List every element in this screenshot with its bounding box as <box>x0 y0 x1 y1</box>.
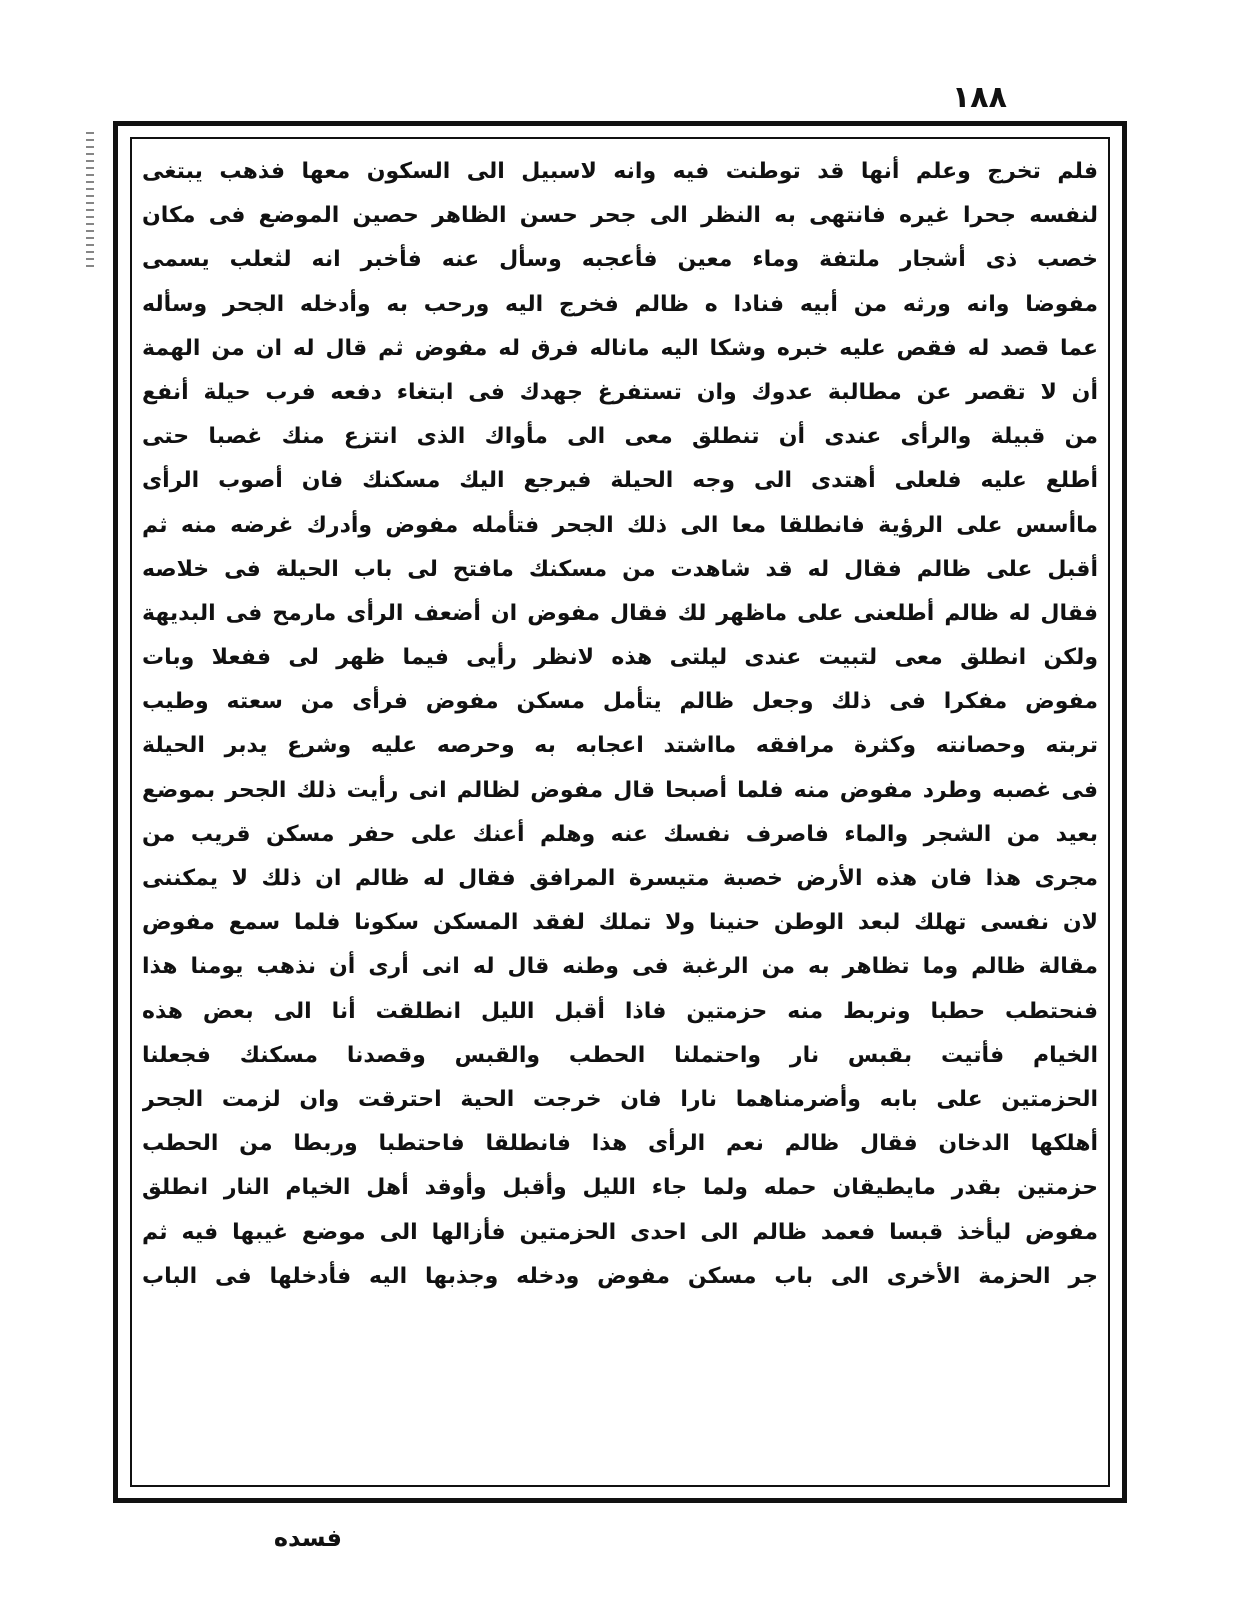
text-line: مفوضا وانه ورثه من أبيه فنادا ه ظالم فخرج اليه ورحب به وأدخله الجحر وسأله <box>142 291 1098 317</box>
main-text-body <box>142 150 1098 1475</box>
text-line: ولكن انطلق معى لتبيت عندى ليلتى هذه لانظر رأيى فيما ظهر لى ففعلا وبات <box>142 645 1098 671</box>
text-line: جر الحزمة الأخرى الى باب مسكن مفوض ودخله وجذبها اليه فأدخلها فى الباب <box>142 1263 1098 1289</box>
text-line: لنفسه جحرا غيره فانتهى به النظر الى جحر حسن الظاهر حصين الموضع فى مكان <box>142 203 1098 229</box>
text-line: بعيد من الشجر والماء فاصرف نفسك عنه وهلم أعنك على حفر مسكن قريب من <box>142 821 1098 847</box>
text-line: أطلع عليه فلعلى أهتدى الى وجه الحيلة فيرجع اليك مسكنك فان أصوب الرأى <box>142 468 1098 494</box>
text-line: خصب ذى أشجار ملتفة وماء معين فأعجبه وسأل عنه فأخبر انه لثعلب يسمى <box>142 247 1098 273</box>
text-line: أهلكها الدخان فقال ظالم نعم الرأى هذا فانطلقا فاحتطبا وربطا من الحطب <box>142 1131 1098 1157</box>
text-line: تربته وحصانته وكثرة مرافقه مااشتد اعجابه به وحرصه عليه وشرع يدبر الحيلة <box>142 733 1098 759</box>
text-line: مفوض ليأخذ قبسا فعمد ظالم الى احدى الحزمتين فأزالها الى موضع غيبها فيه ثم <box>142 1219 1098 1245</box>
text-line: مقالة ظالم وما تظاهر به من الرغبة فى وطنه قال له انى أرى أن نذهب يومنا هذا <box>142 954 1098 980</box>
text-line: من قبيلة والرأى عندى أن تنطلق معى الى مأواك الذى انتزع منك غصبا حتى <box>142 424 1098 450</box>
text-line: فقال له ظالم أطلعنى على ماظهر لك فقال مفوض ان أضعف الرأى مارمح فى البديهة <box>142 600 1098 626</box>
text-line: أقبل على ظالم فقال له قد شاهدت من مسكنك مافتح لى باب الحيلة فى خلاصه <box>142 556 1098 582</box>
text-line: ماأسس على الرؤية فانطلقا معا الى ذلك الجحر فتأمله مفوض وأدرك غرضه منه ثم <box>142 512 1098 538</box>
text-line: الخيام فأتيت بقبس نار واحتملنا الحطب والقبس وقصدنا مسكنك فجعلنا <box>142 1042 1098 1068</box>
text-line: مجرى هذا فان هذه الأرض خصبة متيسرة المرافق فقال له ظالم ان ذلك لا يمكننى <box>142 866 1098 891</box>
text-line: لان نفسى تهلك لبعد الوطن حنينا ولا تملك لفقد المسكن سكونا فلما سمع مفوض <box>142 910 1098 936</box>
text-line: أن لا تقصر عن مطالبة عدوك وان تستفرغ جهدك فى ابتغاء دفعه فرب حيلة أنفع <box>142 379 1098 405</box>
catchword: فسده <box>273 1524 342 1552</box>
text-line: مفوض مفكرا فى ذلك وجعل ظالم يتأمل مسكن مفوض فرأى من سعته وطيب <box>142 689 1098 715</box>
page-number: ١٨٨ <box>952 80 1007 115</box>
text-line: فنحتطب حطبا ونربط منه حزمتين فاذا أقبل الليل انطلقت أنا الى بعض هذه <box>142 998 1098 1024</box>
page-edge-mark <box>86 132 94 272</box>
text-line: عما قصد له فقص عليه خبره وشكا اليه ماناله فرق له مفوض ثم قال له ان من الهمة <box>142 335 1098 361</box>
text-line: الحزمتين على بابه وأضرمناهما نارا فان خرجت الحية احترقت وان لزمت الجحر <box>142 1086 1098 1112</box>
text-line: فى غصبه وطرد مفوض منه فلما أصبحا قال مفوض لظالم انى رأيت ذلك الجحر بموضع <box>142 777 1098 803</box>
text-line: حزمتين بقدر مايطيقان حمله ولما جاء الليل وأقبل وأوقد أهل الخيام النار انطلق <box>142 1175 1098 1201</box>
text-line: فلم تخرج وعلم أنها قد توطنت فيه وانه لاسبيل الى السكون معها فذهب يبتغى <box>142 159 1098 184</box>
